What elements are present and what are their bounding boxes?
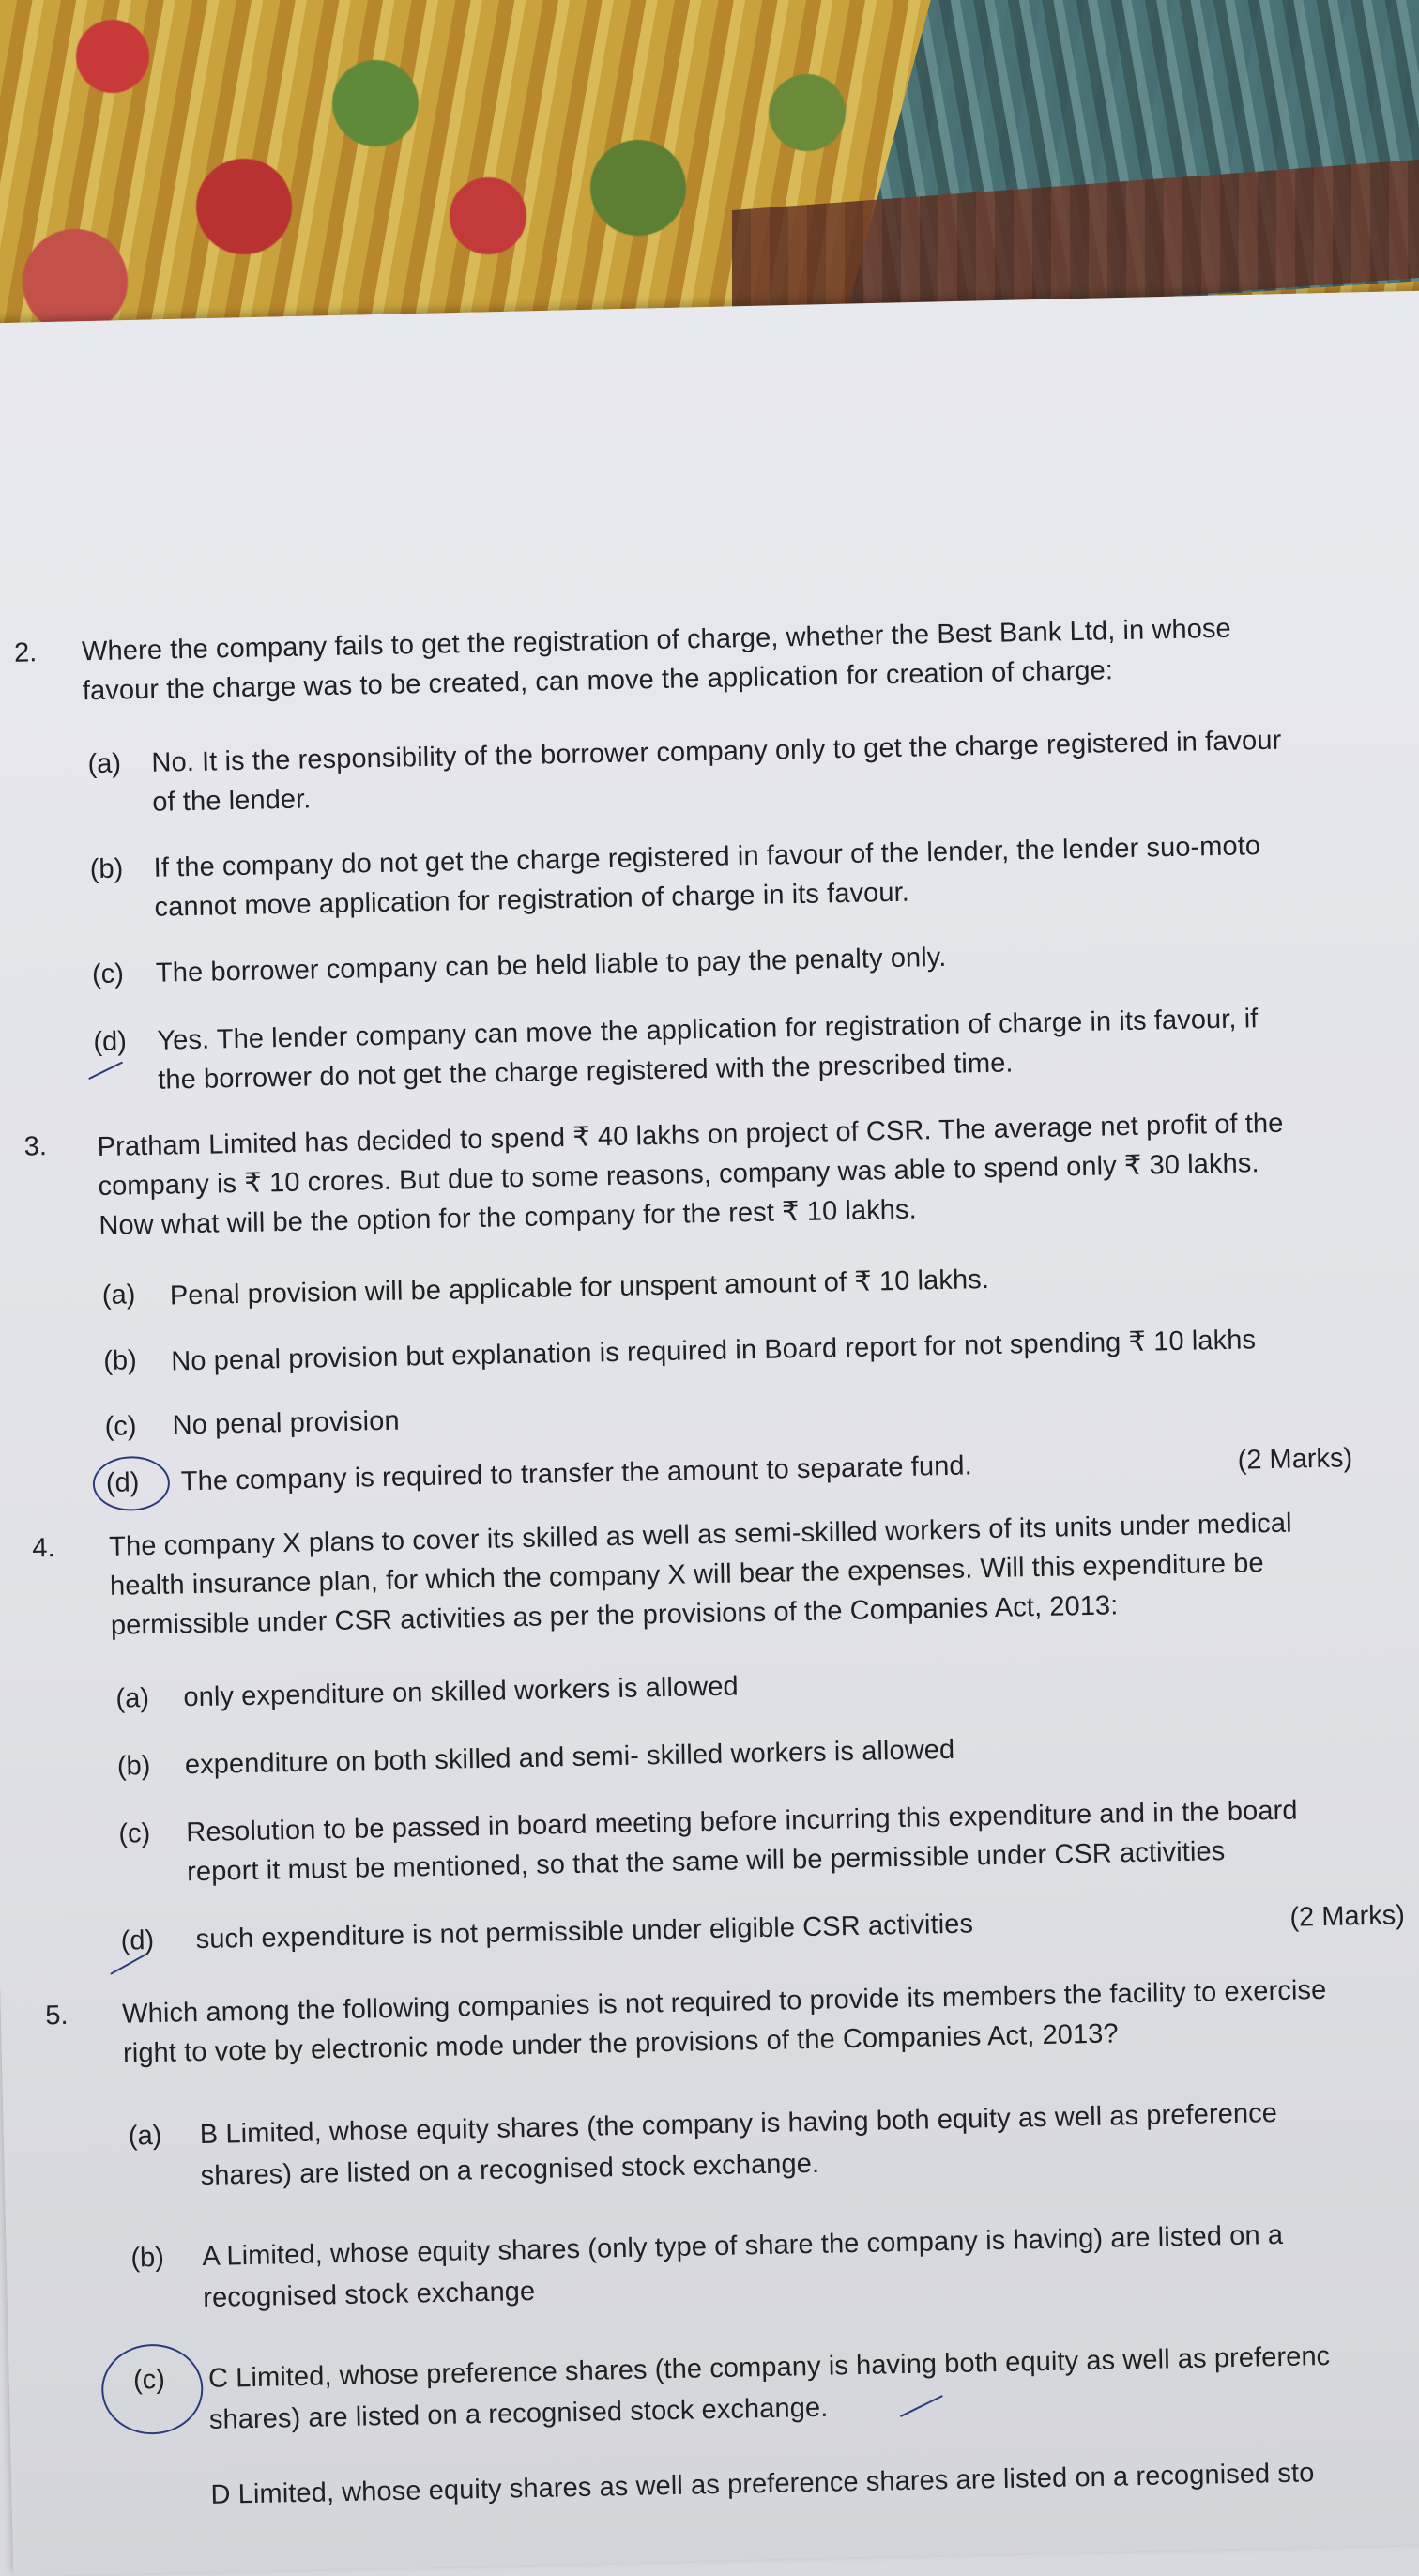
question-text: right to vote by electronic mode under the provisions of the Companies Act, 2013?: [122, 2018, 1119, 2069]
pen-tick-mark: [900, 2395, 943, 2417]
option-text: only expenditure on skilled workers is allowed: [183, 1671, 740, 1713]
option-text: No penal provision: [172, 1405, 400, 1441]
marks-label: (2 Marks): [1289, 1900, 1406, 1933]
option-label: (c): [104, 1411, 137, 1442]
pen-circle-mark: [92, 1456, 170, 1512]
option-text: such expenditure is not permissible under eligible CSR activities: [195, 1909, 974, 1955]
option-text: No. It is the responsibility of the borrower company only to get the charge registered in favour: [151, 725, 1282, 778]
option-label: (b): [130, 2242, 165, 2274]
option-text: No penal provision but explanation is required in Board report for not spending ₹ 10 lakhs: [170, 1325, 1257, 1377]
option-text: A Limited, whose equity shares (only type of share the company is having) are listed on a: [202, 2219, 1284, 2273]
question-number: 4.: [31, 1533, 55, 1564]
option-text: C Limited, whose preference shares (the company is having both equity as well as preferenc: [207, 2340, 1331, 2394]
option-label: (b): [116, 1751, 151, 1782]
marks-label: (2 Marks): [1237, 1443, 1353, 1476]
option-text: report it must be mentioned, so that the same will be permissible under CSR activities: [186, 1836, 1226, 1888]
option-text: D Limited, whose equity shares as well as preference shares are listed on a recognised sto: [210, 2458, 1315, 2510]
question-text: Now what will be the option for the company for the rest ₹ 10 lakhs.: [99, 1194, 918, 1242]
option-text: Resolution to be passed in board meeting before incurring this expenditure and in the board: [186, 1795, 1298, 1848]
option-label: (d): [120, 1924, 155, 1956]
option-label: (d): [93, 1026, 128, 1058]
question-text: Where the company fails to get the registration of charge, whether the Best Bank Ltd, in whose: [81, 613, 1232, 667]
option-text: expenditure on both skilled and semi- skilled workers is allowed: [184, 1734, 955, 1781]
option-text: shares) are listed on a recognised stock exchange.: [200, 2148, 820, 2192]
option-label: (b): [102, 1345, 138, 1376]
option-label: (a): [115, 1683, 150, 1714]
option-text: The company is required to transfer the amount to separate fund.: [180, 1450, 973, 1497]
option-text: the borrower do not get the charge registered with the prescribed time.: [157, 1048, 1014, 1096]
question-text: permissible under CSR activities as per the provisions of the Companies Act, 2013:: [110, 1590, 1119, 1641]
option-label: (c): [132, 2364, 166, 2396]
question-text: favour the charge was to be created, can move the application for creation of charge:: [82, 655, 1114, 707]
option-label: (c): [91, 958, 125, 990]
option-label: (b): [89, 853, 124, 885]
question-number: 2.: [13, 637, 38, 668]
option-label: (a): [128, 2120, 162, 2152]
question-number: 5.: [44, 2000, 69, 2032]
option-text: cannot move application for registration of charge in its favour.: [154, 877, 910, 923]
option-label: (a): [87, 748, 122, 780]
option-text: of the lender.: [152, 784, 312, 818]
option-text: B Limited, whose equity shares (the company is having both equity as well as preference: [199, 2098, 1278, 2151]
option-label: (d): [105, 1467, 140, 1498]
pen-tick-mark: [88, 1062, 123, 1080]
option-text: shares) are listed on a recognised stock exchange.: [208, 2392, 829, 2435]
option-label: (c): [118, 1818, 151, 1849]
question-text: Which among the following companies is not required to provide its members the facility to exercise: [121, 1974, 1327, 2030]
question-text: health insurance plan, for which the company X will bear the expenses. Will this expenditure be: [109, 1548, 1264, 1602]
option-text: recognised stock exchange: [203, 2276, 536, 2314]
question-text: Pratham Limited has decided to spend ₹ 40 lakhs on project of CSR. The average net profit of the: [97, 1108, 1284, 1163]
question-text: The company X plans to cover its skilled as well as semi-skilled workers of its units under medical: [108, 1508, 1292, 1562]
option-label: (a): [101, 1280, 136, 1311]
question-number: 3.: [23, 1131, 48, 1162]
option-text: Yes. The lender company can move the application for registration of charge in its favour, if: [157, 1004, 1259, 1056]
question-text: company is ₹ 10 crores. But due to some reasons, company was able to spend only ₹ 30 lakhs.: [98, 1148, 1259, 1203]
option-text: If the company do not get the charge registered in favour of the lender, the lender suo-moto: [153, 831, 1261, 883]
pen-circle-mark: [100, 2343, 204, 2435]
option-text: The borrower company can be held liable to pay the penalty only.: [155, 942, 947, 989]
option-text: Penal provision will be applicable for unspent amount of ₹ 10 lakhs.: [169, 1264, 990, 1311]
